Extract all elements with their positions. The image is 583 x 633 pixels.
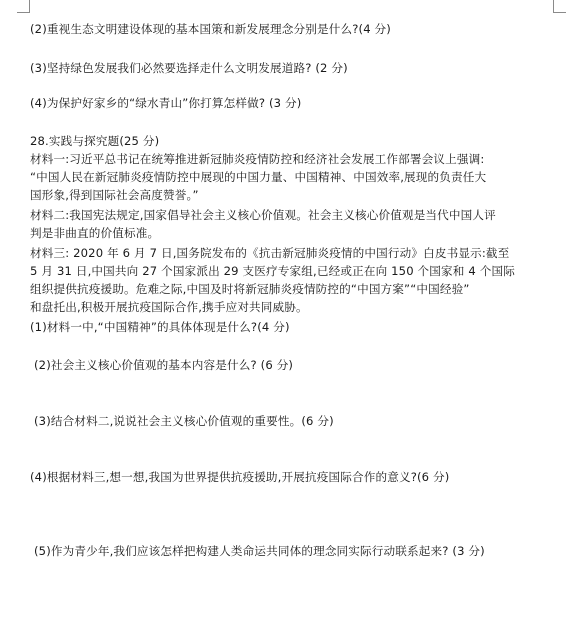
material-line: 材料三: 2020 年 6 月 7 日,国务院发布的《抗击新冠肺炎疫情的中国行动》白皮书显示:截至 xyxy=(30,246,510,260)
page-corner-mark-left xyxy=(17,0,30,13)
section-28-title: 28.实践与探究题(25 分) xyxy=(30,134,160,148)
material-line: 组织提供抗疫援助。危难之际,中国及时将新冠肺炎疫情防控的“中国方案”“中国经验” xyxy=(30,282,470,296)
sub-question-4: (4)根据材料三,想一想,我国为世界提供抗疫援助,开展抗疫国际合作的意义?(6 分) xyxy=(30,470,450,484)
sub-question-5: (5)作为青少年,我们应该怎样把构建人类命运共同体的理念同实际行动联系起来? (3 分) xyxy=(34,544,485,558)
question-2-text: (2)重视生态文明建设体现的基本国策和新发展理念分别是什么?(4 分) xyxy=(30,22,391,36)
question-4-text: (4)为保护好家乡的“绿水青山”你打算怎样做? (3 分) xyxy=(30,96,302,110)
sub-question-1: (1)材料一中,“中国精神”的具体体现是什么?(4 分) xyxy=(30,320,290,334)
material-line: “中国人民在新冠肺炎疫情防控中展现的中国力量、中国精神、中国效率,展现的负责任大 xyxy=(30,170,487,184)
material-line: 5 月 31 日,中国共向 27 个国家派出 29 支医疗专家组,已经或正在向 150 个国家和 4 个国际 xyxy=(30,264,515,278)
material-line: 材料一:习近平总书记在统筹推进新冠肺炎疫情防控和经济社会发展工作部署会议上强调: xyxy=(30,152,485,166)
sub-question-2: (2)社会主义核心价值观的基本内容是什么? (6 分) xyxy=(34,358,294,372)
question-3-text: (3)坚持绿色发展我们必然要选择走什么文明发展道路? (2 分) xyxy=(30,61,348,75)
page-corner-mark-right xyxy=(553,0,566,13)
material-line: 判是非曲直的价值标准。 xyxy=(30,226,160,240)
sub-question-3: (3)结合材料二,说说社会主义核心价值观的重要性。(6 分) xyxy=(34,414,334,428)
material-line: 国形象,得到国际社会高度赞誉。” xyxy=(30,188,199,202)
material-line: 和盘托出,积极开展抗疫国际合作,携手应对共同威胁。 xyxy=(30,300,308,314)
material-line: 材料二:我国宪法规定,国家倡导社会主义核心价值观。社会主义核心价值观是当代中国人评 xyxy=(30,208,496,222)
